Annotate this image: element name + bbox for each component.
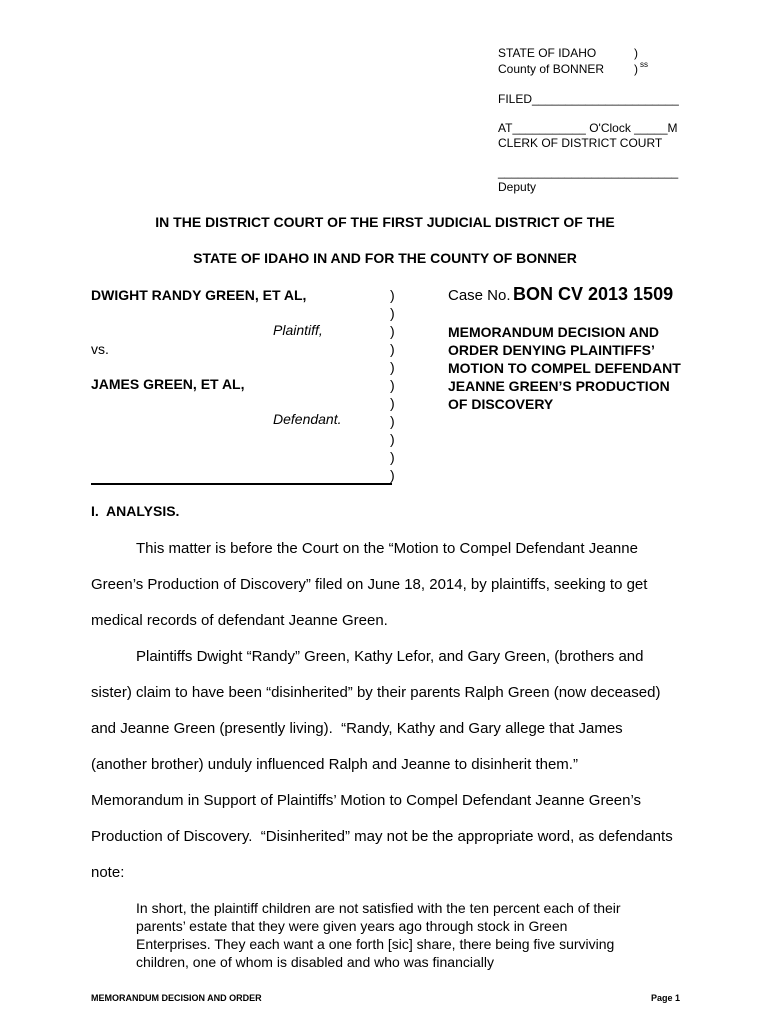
stamp-filed: FILED______________________ bbox=[498, 92, 679, 106]
body-line: This matter is before the Court on the “Motion to Compel Defendant Jeanne bbox=[136, 540, 638, 557]
vs-label: vs. bbox=[91, 341, 109, 357]
body-line: sister) claim to have been “disinherited” by their parents Ralph Green (now deceased) bbox=[91, 684, 661, 701]
stamp-county: County of BONNER bbox=[498, 62, 605, 76]
case-number-label: Case No. bbox=[448, 287, 511, 304]
body-line: note: bbox=[91, 864, 125, 881]
block-quote: In short, the plaintiff children are not satisfied with the ten percent each of their parents’ estate that they were given years ago through stock in Green Enterprises. They each want a one forth [sic] share, there being five surviving children, one of whom is disabled and who was financially bbox=[136, 900, 621, 970]
document-title: MEMORANDUM DECISION AND ORDER DENYING PLAINTIFFS’ MOTION TO COMPEL DEFENDANT JEANNE GREEN’S PRODUCTION OF DISCOVERY bbox=[448, 324, 681, 412]
footer-title: MEMORANDUM DECISION AND ORDER bbox=[91, 993, 262, 1003]
body-line: and Jeanne Green (presently living). “Randy, Kathy and Gary allege that James bbox=[91, 720, 623, 737]
stamp-state: STATE OF IDAHO bbox=[498, 46, 597, 60]
defendant-label: Defendant. bbox=[273, 411, 342, 427]
body-line: medical records of defendant Jeanne Green. bbox=[91, 612, 388, 629]
body-line: (another brother) unduly influenced Ralph and Jeanne to disinherit them.” bbox=[91, 756, 578, 773]
court-heading-line1: IN THE DISTRICT COURT OF THE FIRST JUDICIAL DISTRICT OF THE bbox=[155, 214, 615, 230]
stamp-at-time: AT___________ O'Clock _____M bbox=[498, 121, 678, 135]
section-heading: I. ANALYSIS. bbox=[91, 503, 180, 519]
defendant-name: JAMES GREEN, ET AL, bbox=[91, 376, 245, 392]
body-line: Plaintiffs Dwight “Randy” Green, Kathy Lefor, and Gary Green, (brothers and bbox=[136, 648, 644, 665]
stamp-county-paren: ) bbox=[634, 62, 638, 76]
footer-page-number: Page 1 bbox=[651, 993, 681, 1003]
body-line: Green’s Production of Discovery” filed on June 18, 2014, by plaintiffs, seeking to get bbox=[91, 576, 648, 593]
plaintiff-label: Plaintiff, bbox=[273, 322, 323, 338]
court-heading-line2: STATE OF IDAHO IN AND FOR THE COUNTY OF BONNER bbox=[193, 250, 577, 266]
stamp-ss: ss bbox=[640, 60, 648, 69]
stamp-signature-line: ___________________________ bbox=[498, 165, 679, 179]
caption-underline bbox=[91, 483, 392, 485]
stamp-state-paren: ) bbox=[634, 46, 638, 60]
case-number: BON CV 2013 1509 bbox=[513, 284, 674, 304]
caption-parentheses: ) ) ) ) ) ) ) ) ) ) ) bbox=[390, 287, 395, 483]
stamp-clerk: CLERK OF DISTRICT COURT bbox=[498, 136, 663, 150]
plaintiff-name: DWIGHT RANDY GREEN, ET AL, bbox=[91, 287, 307, 303]
stamp-deputy: Deputy bbox=[498, 180, 537, 194]
body-line: Production of Discovery. “Disinherited” may not be the appropriate word, as defendants bbox=[91, 828, 673, 845]
body-line: Memorandum in Support of Plaintiffs’ Motion to Compel Defendant Jeanne Green’s bbox=[91, 792, 642, 809]
